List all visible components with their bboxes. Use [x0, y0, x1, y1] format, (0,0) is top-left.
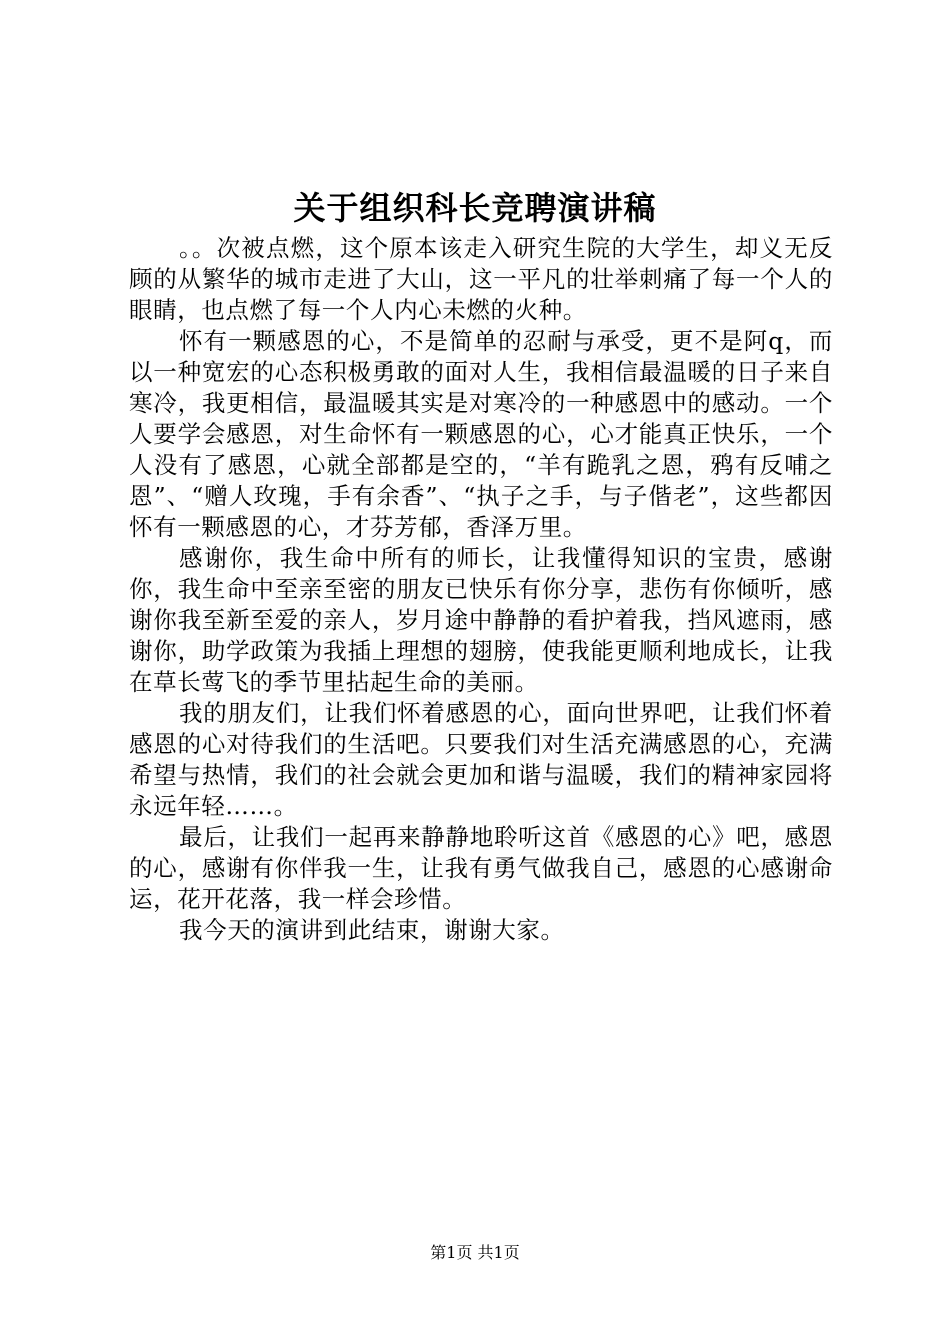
paragraph-5: 最后，让我们一起再来静静地聆听这首《感恩的心》吧，感恩的心，感谢有你伴我一生，让我有勇气做我自己，感恩的心感谢命运，花开花落，我一样会珍惜。 [129, 823, 833, 913]
document-title: 关于组织科长竞聘演讲稿 [293, 189, 657, 227]
page-footer: 第1页 共1页 [430, 1243, 520, 1262]
paragraph-3: 感谢你，我生命中所有的师长，让我懂得知识的宝贵，感谢你，我生命中至亲至密的朋友已快乐有你分享，悲伤有你倾听，感谢你我至新至爱的亲人，岁月途中静静的看护着我，挡风遮雨，感谢你，助学政策为我插上理想的翅膀，使我能更顺利地成长，让我在草长莺飞的季节里拈起生命的美丽。 [129, 544, 833, 696]
paragraph-2: 怀有一颗感恩的心，不是简单的忍耐与承受，更不是阿q，而以一种宽宏的心态积极勇敢的面对人生，我相信最温暖的日子来自寒冷，我更相信，最温暖其实是对寒冷的一种感恩中的感动。一个人要学会感恩，对生命怀有一颗感恩的心，心才能真正快乐，一个人没有了感恩，心就全部都是空的，“羊有跪乳之恩，鸦有反哺之恩”、“赠人玫瑰，手有余香”、“执子之手，与子偕老”，这些都因怀有一颗感恩的心，才芬芳郁，香泽万里。 [129, 327, 833, 541]
document-body [129, 233, 833, 946]
paragraph-6: 我今天的演讲到此结束，谢谢大家。 [179, 916, 565, 944]
paragraph-4: 我的朋友们，让我们怀着感恩的心，面向世界吧，让我们怀着感恩的心对待我们的生活吧。只要我们对生活充满感恩的心，充满希望与热情，我们的社会就会更加和谐与温暖，我们的精神家园将永远年轻……。 [129, 699, 833, 820]
paragraph-1: 。。次被点燃，这个原本该走入研究生院的大学生，却义无反顾的从繁华的城市走进了大山，这一平凡的壮举刺痛了每一个人的眼睛，也点燃了每一个人内心未燃的火种。 [129, 234, 833, 324]
